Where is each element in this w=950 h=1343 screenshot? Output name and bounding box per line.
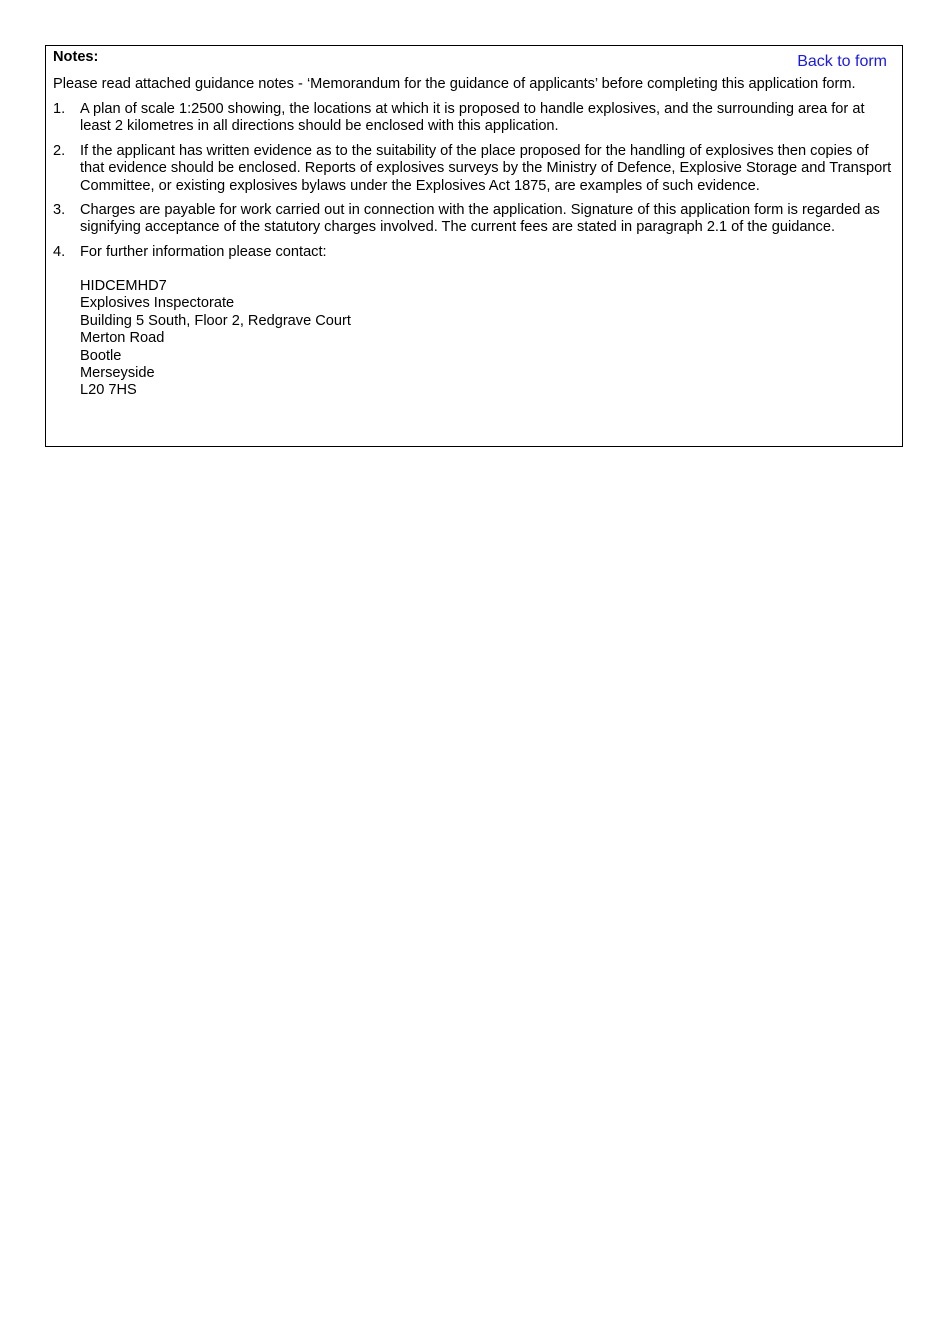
address-line: L20 7HS: [80, 382, 137, 399]
notes-heading: Notes:: [53, 49, 99, 65]
note-number: 2.: [53, 142, 66, 159]
note-number: 1.: [53, 101, 66, 117]
note-text: For further information please contact:: [80, 243, 327, 260]
address-line: Explosives Inspectorate: [80, 295, 235, 312]
address-line: Merseyside: [80, 365, 155, 382]
note-number: 4.: [53, 243, 66, 260]
note-item-2: [53, 143, 896, 195]
guidance-intro: Please read attached guidance notes - ‘Memorandum for the guidance of applicants’ before completing this application form.: [53, 76, 856, 92]
note-item-4: [53, 244, 896, 261]
note-item-1: [53, 101, 896, 136]
back-to-form-link[interactable]: Back to form: [797, 53, 887, 70]
address-line: HIDCEMHD7: [80, 278, 167, 294]
note-item-3: [53, 202, 896, 237]
note-number: 3.: [53, 202, 66, 219]
address-line: Merton Road: [80, 330, 165, 347]
contact-address: [80, 278, 351, 400]
note-text: Charges are payable for work carried out in connection with the application. Signature of this application form is regarded as signifying acceptance of the statutory charges involved. The current fees are stated in paragraph 2.1 of the guidance.: [80, 202, 880, 236]
notes-panel: [45, 45, 903, 447]
note-text: If the applicant has written evidence as to the suitability of the place proposed for the handling of explosives then copies of that evidence should be enclosed. Reports of explosives surveys by the Ministry of Defence, Explosive Storage and Transport Committee, or existing explosives bylaws under the Explosives Act 1875, are examples of such evidence.: [80, 142, 892, 194]
note-text: A plan of scale 1:2500 showing, the locations at which it is proposed to handle explosives, and the surrounding area for at least 2 kilometres in all directions should be enclosed with this application.: [80, 101, 865, 135]
address-line: Bootle: [80, 347, 122, 364]
address-line: Building 5 South, Floor 2, Redgrave Court: [80, 312, 351, 329]
notes-list: [53, 101, 896, 268]
